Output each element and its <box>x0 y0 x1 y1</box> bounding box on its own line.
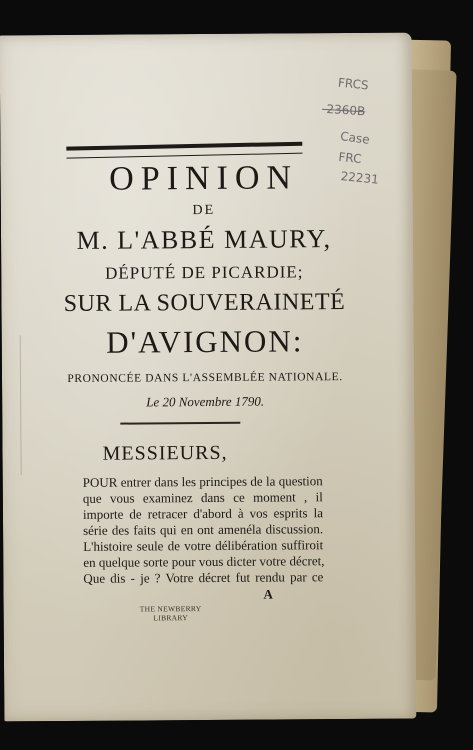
library-stamp-line2: LIBRARY <box>153 613 189 623</box>
signature-mark: A <box>263 586 273 602</box>
library-stamp <box>134 604 208 623</box>
title-prononcee: PRONONCÉE DANS L'ASSEMBLÉE NATIONALE. <box>67 371 343 385</box>
handwritten-note: -2360B <box>321 101 366 119</box>
document-page <box>0 33 416 722</box>
title-rule <box>66 142 302 159</box>
body-line: en quelque sorte pour vous dicter votre décret, <box>83 553 325 570</box>
body-line: Que dis - je ? Votre décret fut rendu par ce <box>83 569 324 586</box>
title-author: M. L'ABBÉ MAURY, <box>76 224 332 255</box>
title-role: DÉPUTÉ DE PICARDIE; <box>104 262 304 283</box>
title-opinion: OPINION <box>109 159 299 198</box>
library-stamp-line1: THE NEWBERRY <box>139 604 202 614</box>
title-de: DE <box>192 202 216 219</box>
body-line: série des faits qui en ont amenéla discussion. <box>83 521 324 538</box>
page-fold <box>2 335 22 475</box>
body-line: POUR entrer dans les principes de la question <box>82 473 323 490</box>
body-line: importe de retracer d'abord à vos esprits la <box>82 505 324 522</box>
body-line: que vous examinez dans ce moment , il <box>82 489 323 506</box>
body-line: L'histoire seule de votre délibération suffiroit <box>83 537 324 554</box>
handwritten-note: 22231 <box>340 169 380 187</box>
handwritten-note: FRC <box>337 149 363 167</box>
title-subject-line1: SUR LA SOUVERAINETÉ <box>63 289 346 318</box>
section-rule <box>120 422 240 425</box>
body-salutation: MESSIEURS, <box>102 441 228 465</box>
handwritten-note: Case <box>339 129 371 147</box>
title-date: Le 20 Novembre 1790. <box>146 393 265 410</box>
title-subject-line2: D'AVIGNON: <box>106 323 304 360</box>
handwritten-note: FRCS <box>337 75 370 93</box>
